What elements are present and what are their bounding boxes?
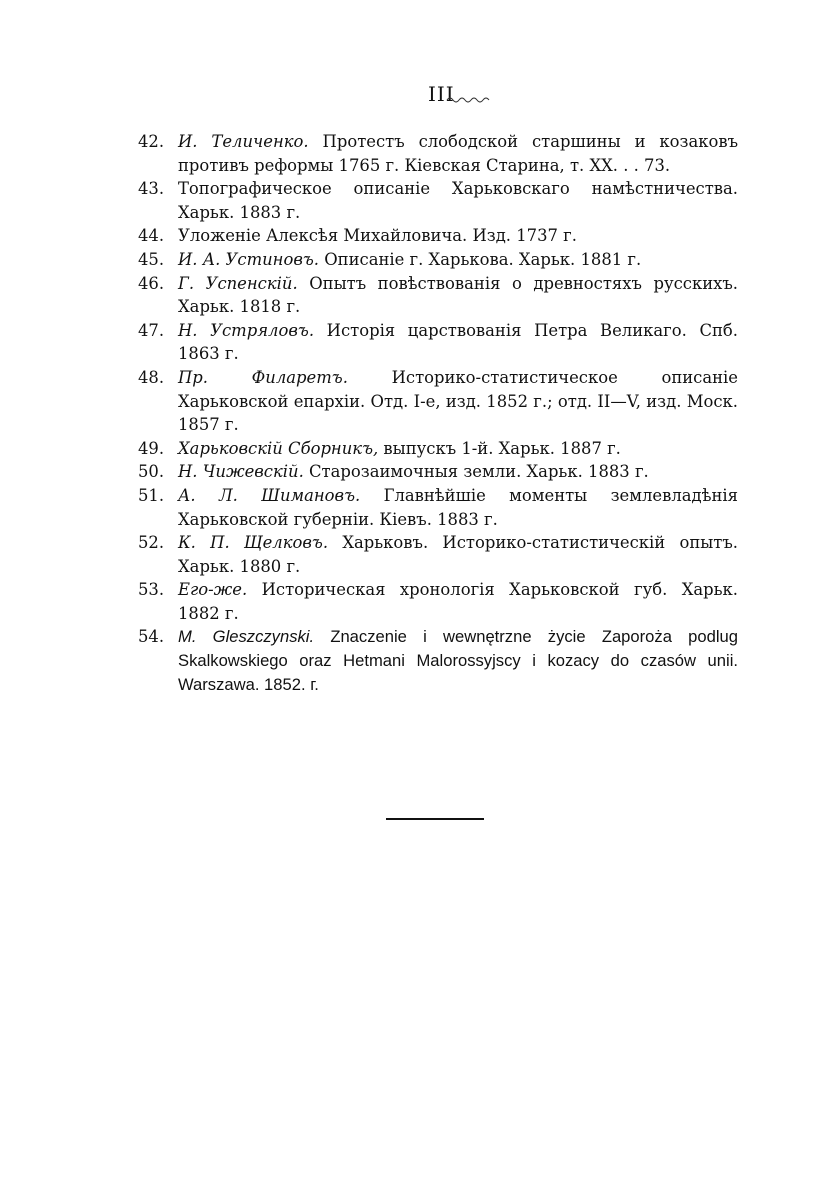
entry-number: 42.	[138, 132, 165, 151]
entry-number: 44.	[138, 226, 165, 246]
entry-author: Харьковскій Сборникъ,	[178, 438, 379, 458]
entry-author: Г. Успенскій.	[178, 273, 298, 293]
bibliography-entry	[138, 224, 738, 248]
section-divider	[386, 818, 484, 820]
entry-number: 52.	[138, 533, 165, 553]
entry-text: Описаніе г. Харькова. Харьк. 1881 г.	[319, 249, 642, 269]
bibliography-entry	[138, 177, 738, 224]
entry-text: Исторія царствованія Петра Великаго. Спб. 1863 г.	[178, 320, 738, 364]
bibliography-entry	[138, 460, 738, 484]
entry-number: 45.	[138, 249, 165, 269]
bibliography-entry	[138, 366, 738, 437]
entry-number: 48.	[138, 367, 165, 387]
entry-author: Его-же.	[178, 580, 248, 600]
entry-text: Опытъ повѣствованія о древностяхъ русскихъ. Харьк. 1818 г.	[178, 273, 739, 317]
entry-author: И. А. Устиновъ.	[178, 249, 320, 269]
entry-text: Историческая хронологія Харьковской губ. Харьк. 1882 г.	[178, 580, 738, 623]
entry-text: Протестъ слободской старшины и козаковъ противъ реформы 1765 г. Кіевская Старина, т. XX. . . 73.	[178, 132, 739, 175]
entry-text: Znaczenie i wewnętrzne życie Zaporoża podlug Skalkowskiego oraz Hetmani Malorossyjscy i kozacy do czasów unii. Warszawa. 1852. г.	[178, 627, 738, 694]
entry-text: Топографическое описаніе Харьковскаго намѣстничества. Харьк. 1883 г.	[178, 179, 738, 222]
entry-number: 43.	[138, 179, 165, 199]
bibliography-entry	[138, 625, 738, 696]
bibliography-entry	[138, 248, 738, 272]
entry-text: Историко-статистическое описаніе Харьковской епархіи. Отд. I-е, изд. 1852 г.; отд. II—V, изд. Моск. 1857 г.	[178, 367, 738, 435]
page-number: III	[428, 82, 455, 106]
entry-text: Старозаимочныя земли. Харьк. 1883 г.	[303, 462, 649, 482]
page-number-ornament	[445, 94, 491, 104]
bibliography-entry	[138, 319, 738, 366]
entry-text: Харьковъ. Историко-статистическій опытъ. Харьк. 1880 г.	[178, 533, 738, 576]
entry-text: Главнѣйшіе моменты землевладѣнія Харьковской губерніи. Кіевъ. 1883 г.	[178, 485, 738, 529]
bibliography-entry	[138, 437, 738, 461]
entry-text: выпускъ 1-й. Харьк. 1887 г.	[378, 438, 621, 458]
entry-author: К. П. Щелковъ.	[178, 533, 329, 553]
bibliography-entry	[138, 578, 738, 625]
entry-number: 53.	[138, 580, 165, 600]
entry-text: Уложеніе Алексѣя Михайловича. Изд. 1737 г.	[178, 226, 577, 246]
entry-author: Н. Чижевскій.	[178, 462, 304, 482]
bibliography-list	[138, 130, 738, 696]
bibliography-entry	[138, 130, 738, 177]
bibliography-entry	[138, 484, 738, 531]
entry-author: Пр. Филаретъ.	[178, 367, 348, 387]
entry-number: 51.	[138, 485, 165, 505]
entry-number: 46.	[138, 273, 165, 293]
entry-author: M. Gleszczynski.	[178, 627, 315, 647]
entry-author: А. Л. Шимановъ.	[178, 485, 361, 505]
entry-author: Н. Устряловъ.	[178, 320, 315, 340]
entry-number: 47.	[138, 320, 165, 340]
entry-number: 50.	[138, 462, 165, 482]
entry-author: И. Теличенко.	[178, 132, 309, 151]
entry-number: 54.	[138, 627, 165, 647]
entry-number: 49.	[138, 438, 165, 458]
bibliography-entry	[138, 531, 738, 578]
bibliography-entry	[138, 272, 738, 319]
